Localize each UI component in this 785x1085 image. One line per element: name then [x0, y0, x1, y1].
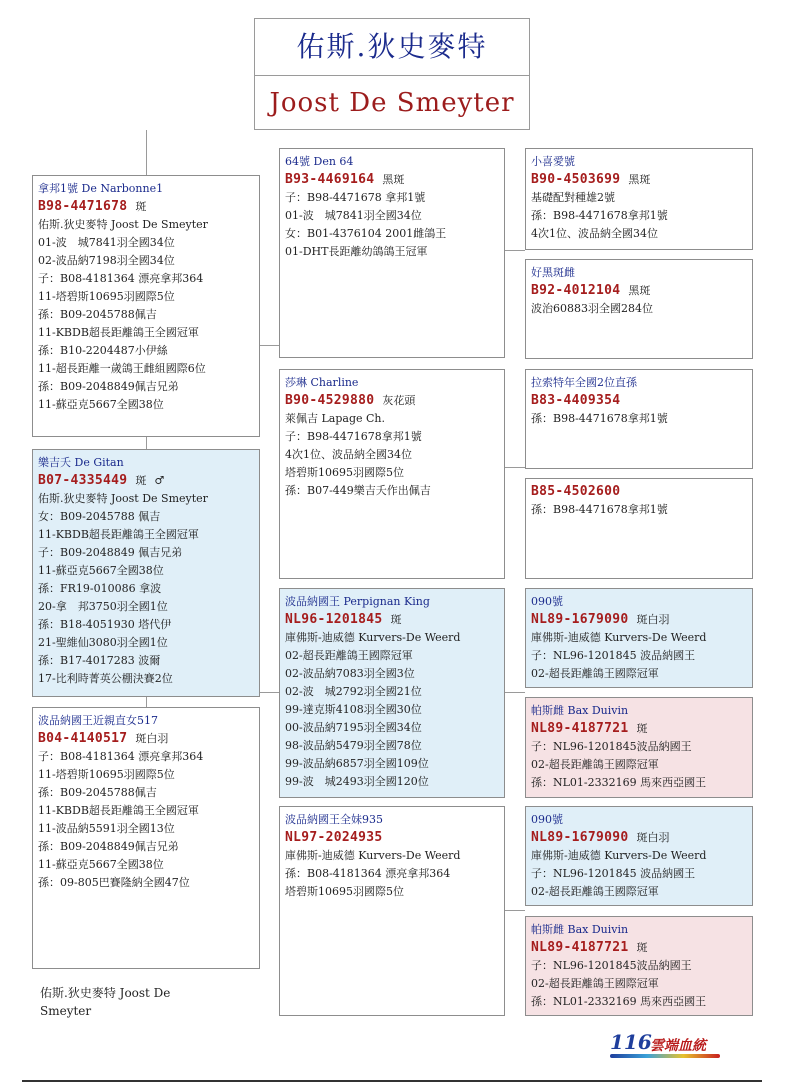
feather-color: 斑 [135, 474, 147, 487]
info-line: 02-波品納7083羽全國3位 [285, 667, 415, 680]
info-line: 子：NL96-1201845波品納國王 [531, 740, 692, 753]
info-line: 02-波品納7198羽全國34位 [38, 254, 175, 267]
pedigree-card-dam-sire [279, 588, 505, 798]
ring-number: NL97-2024935 [285, 830, 383, 845]
feather-color: 黑斑 [382, 173, 405, 186]
pedigree-card-dam-dam-sire [525, 806, 753, 906]
info-line: 女：B01-4376104 2001雌鴿王 [285, 227, 447, 240]
connector-line [504, 250, 525, 251]
ring-number: B83-4409354 [531, 393, 621, 408]
info-line: 塔碧斯10695羽國際5位 [285, 466, 404, 479]
info-line: 子：B98-4471678 拿邦1號 [285, 191, 426, 204]
connector-line [146, 697, 147, 707]
feather-color: 斑白羽 [636, 613, 670, 626]
ring-number: NL89-4187721 [531, 721, 629, 736]
ring-number: B92-4012104 [531, 283, 621, 298]
info-line: 子：B08-4181364 漂亮拿邦364 [38, 750, 204, 763]
connector-line [259, 345, 280, 346]
ring-number: NL89-4187721 [531, 940, 629, 955]
info-line: 02-超長距離鴿王國際冠軍 [531, 977, 659, 990]
feather-color: 斑白羽 [135, 732, 169, 745]
ring-number: B04-4140517 [38, 731, 128, 746]
info-line: 基礎配對種雄2號 [531, 191, 615, 204]
feather-color: 黑斑 [628, 173, 651, 186]
connector-line [146, 130, 147, 175]
pedigree-card-dam-sire-sire [525, 588, 753, 688]
info-line: 孫：B09-2048849佩吉兄弟 [38, 380, 179, 393]
pedigree-card-subject [32, 449, 260, 697]
info-line: 庫佛斯-迪威德 Kurvers-De Weerd [285, 631, 461, 644]
pedigree-card-dam-sire-dam [525, 697, 753, 798]
info-line: 02-波 城2792羽全國21位 [285, 685, 422, 698]
feather-color: 斑 [390, 613, 402, 626]
info-line: 佑斯.狄史麥特 Joost De Smeyter [38, 492, 208, 505]
feather-color: 黑斑 [628, 284, 651, 297]
info-line: 子：NL96-1201845波品納國王 [531, 959, 692, 972]
info-line: 11-KBDB超長距離鴿王全國冠軍 [38, 528, 199, 541]
feather-color: 斑 [636, 941, 648, 954]
info-line: 11-塔碧斯10695羽國際5位 [38, 290, 175, 303]
bird-name: 64號 Den 64 [285, 155, 354, 168]
ring-number: B93-4469164 [285, 172, 375, 187]
info-line: 孫：B98-4471678拿邦1號 [531, 412, 668, 425]
ring-number: NL89-1679090 [531, 612, 629, 627]
bird-name: 帕斯雌 Bax Duivin [531, 704, 629, 717]
info-line: 孫：B18-4051930 塔代伊 [38, 618, 172, 631]
info-line: 99-波品納6857羽全國109位 [285, 757, 429, 770]
pedigree-card-sire-dam-sire [525, 369, 753, 469]
info-line: 子：NL96-1201845 波品納國王 [531, 867, 696, 880]
info-line: 17-比利時菁英公棚決賽2位 [38, 672, 173, 685]
info-line: 女：B09-2045788 佩吉 [38, 510, 161, 523]
pedigree-card-sire-sire-sire [525, 148, 753, 250]
info-line: 佑斯.狄史麥特 Joost De Smeyter [38, 218, 208, 231]
info-line: 02-超長距離鴿王國際冠軍 [531, 758, 659, 771]
info-line: 4次1位、波品納全國34位 [531, 227, 658, 240]
bird-name: 波品納國王 Perpignan King [285, 595, 430, 608]
info-line: 孫：B08-4181364 漂亮拿邦364 [285, 867, 451, 880]
pedigree-title-box [254, 18, 530, 130]
bird-name: 小喜愛號 [531, 155, 575, 168]
info-line: 02-超長距離鴿王國際冠軍 [531, 885, 659, 898]
brand-logo [610, 1030, 730, 1060]
pedigree-card-sire-sire-dam [525, 259, 753, 359]
feather-color: 斑 [636, 722, 648, 735]
bird-name: 莎琳 Charline [285, 376, 359, 389]
info-line: 子：NL96-1201845 波品納國王 [531, 649, 696, 662]
connector-line [504, 467, 525, 468]
info-line: 子：B98-4471678拿邦1號 [285, 430, 422, 443]
info-line: 01-DHT長距離幼鴿鴿王冠軍 [285, 245, 428, 258]
owner-name-english: Joost De Smeyter [269, 88, 515, 118]
bottom-divider [22, 1080, 762, 1082]
info-line: 21-聖維仙3080羽全國1位 [38, 636, 168, 649]
pedigree-card-dam-dam-dam [525, 916, 753, 1016]
info-line: 萊佩吉 Lapage Ch. [285, 412, 386, 425]
info-line: 波治60883羽全國284位 [531, 302, 653, 315]
info-line: 孫：B98-4471678拿邦1號 [531, 209, 668, 222]
info-line: 子：B09-2048849 佩吉兄弟 [38, 546, 183, 559]
logo-swoosh-icon [610, 1054, 720, 1058]
info-line: 11-蘇亞克5667全國38位 [38, 398, 164, 411]
feather-color: 灰花頭 [382, 394, 416, 407]
footer-owner-name: 佑斯.狄史麥特 Joost De Smeyter [40, 986, 171, 1018]
info-line: 11-塔碧斯10695羽國際5位 [38, 768, 175, 781]
info-line: 孫：B09-2045788佩吉 [38, 308, 157, 321]
info-line: 11-波品納5591羽全國13位 [38, 822, 175, 835]
info-line: 庫佛斯-迪威德 Kurvers-De Weerd [285, 849, 461, 862]
info-line: 11-超長距離一歲鴿王雌組國際6位 [38, 362, 206, 375]
bird-name: 波品納國王全妹935 [285, 813, 383, 826]
info-line: 子：B08-4181364 漂亮拿邦364 [38, 272, 204, 285]
info-line: 02-超長距離鴿王國際冠軍 [285, 649, 413, 662]
info-line: 4次1位、波品納全國34位 [285, 448, 412, 461]
logo-text: 雲端血統 [650, 1038, 706, 1054]
info-line: 99-波 城2493羽全國120位 [285, 775, 429, 788]
pedigree-card-dam-dam [279, 806, 505, 1016]
bird-name: 樂吉夭 De Gitan [38, 456, 124, 469]
info-line: 孫：NL01-2332169 馬來西亞國王 [531, 995, 707, 1008]
info-line: 庫佛斯-迪威德 Kurvers-De Weerd [531, 849, 707, 862]
connector-line [504, 910, 525, 911]
bird-name: 090號 [531, 813, 563, 826]
ring-number: B98-4471678 [38, 199, 128, 214]
info-line: 孫：B10-2204487小伊絲 [38, 344, 168, 357]
bird-name: 好黑斑雌 [531, 266, 575, 279]
feather-color: 斑白羽 [636, 831, 670, 844]
info-line: 11-蘇亞克5667全國38位 [38, 858, 164, 871]
pedigree-card-sire-dam [279, 369, 505, 579]
info-line: 孫：B09-2048849佩吉兄弟 [38, 840, 179, 853]
info-line: 孫：B09-2045788佩吉 [38, 786, 157, 799]
info-line: 11-KBDB超長距離鴿王全國冠軍 [38, 804, 199, 817]
ring-number: B90-4529880 [285, 393, 375, 408]
bird-name: 090號 [531, 595, 563, 608]
info-line: 01-波 城7841羽全國34位 [285, 209, 422, 222]
info-line: 02-超長距離鴿王國際冠軍 [531, 667, 659, 680]
ring-number: B90-4503699 [531, 172, 621, 187]
pedigree-card-dam [32, 707, 260, 969]
ring-number: B07-4335449 [38, 473, 128, 488]
logo-number: 116 [610, 1030, 652, 1054]
ring-number: NL96-1201845 [285, 612, 383, 627]
info-line: 孫：NL01-2332169 馬來西亞國王 [531, 776, 707, 789]
info-line: 99-達克斯4108羽全國30位 [285, 703, 422, 716]
male-symbol-icon: ♂ [154, 474, 165, 487]
info-line: 98-波品納5479羽全國78位 [285, 739, 422, 752]
owner-name-chinese: 佑斯.狄史麥特 [255, 19, 529, 76]
bird-name: 波品納國王近親直女517 [38, 714, 158, 727]
info-line: 塔碧斯10695羽國際5位 [285, 885, 404, 898]
pedigree-card-sire [32, 175, 260, 437]
pedigree-card-sire-sire [279, 148, 505, 358]
info-line: 孫：B98-4471678拿邦1號 [531, 503, 668, 516]
connector-line [259, 692, 280, 693]
info-line: 庫佛斯-迪威德 Kurvers-De Weerd [531, 631, 707, 644]
bird-name: 拿邦1號 De Narbonne1 [38, 182, 164, 195]
ring-number: B85-4502600 [531, 484, 621, 499]
info-line: 11-蘇亞克5667全國38位 [38, 564, 164, 577]
info-line: 00-波品納7195羽全國34位 [285, 721, 422, 734]
connector-line [146, 437, 147, 449]
ring-number: NL89-1679090 [531, 830, 629, 845]
info-line: 20-拿 邦3750羽全國1位 [38, 600, 168, 613]
bird-name: 拉索特年全國2位直孫 [531, 376, 637, 389]
bird-name: 帕斯雌 Bax Duivin [531, 923, 629, 936]
pedigree-card-sire-dam-dam [525, 478, 753, 579]
info-line: 孫：09-805巴賽隆納全國47位 [38, 876, 190, 889]
info-line: 孫：B17-4017283 波爾 [38, 654, 161, 667]
info-line: 孫：FR19-010086 拿波 [38, 582, 162, 595]
feather-color: 斑 [135, 200, 147, 213]
connector-line [504, 692, 525, 693]
info-line: 01-波 城7841羽全國34位 [38, 236, 175, 249]
info-line: 11-KBDB超長距離鴿王全國冠軍 [38, 326, 199, 339]
info-line: 孫：B07-449樂吉夭作出佩吉 [285, 484, 431, 497]
